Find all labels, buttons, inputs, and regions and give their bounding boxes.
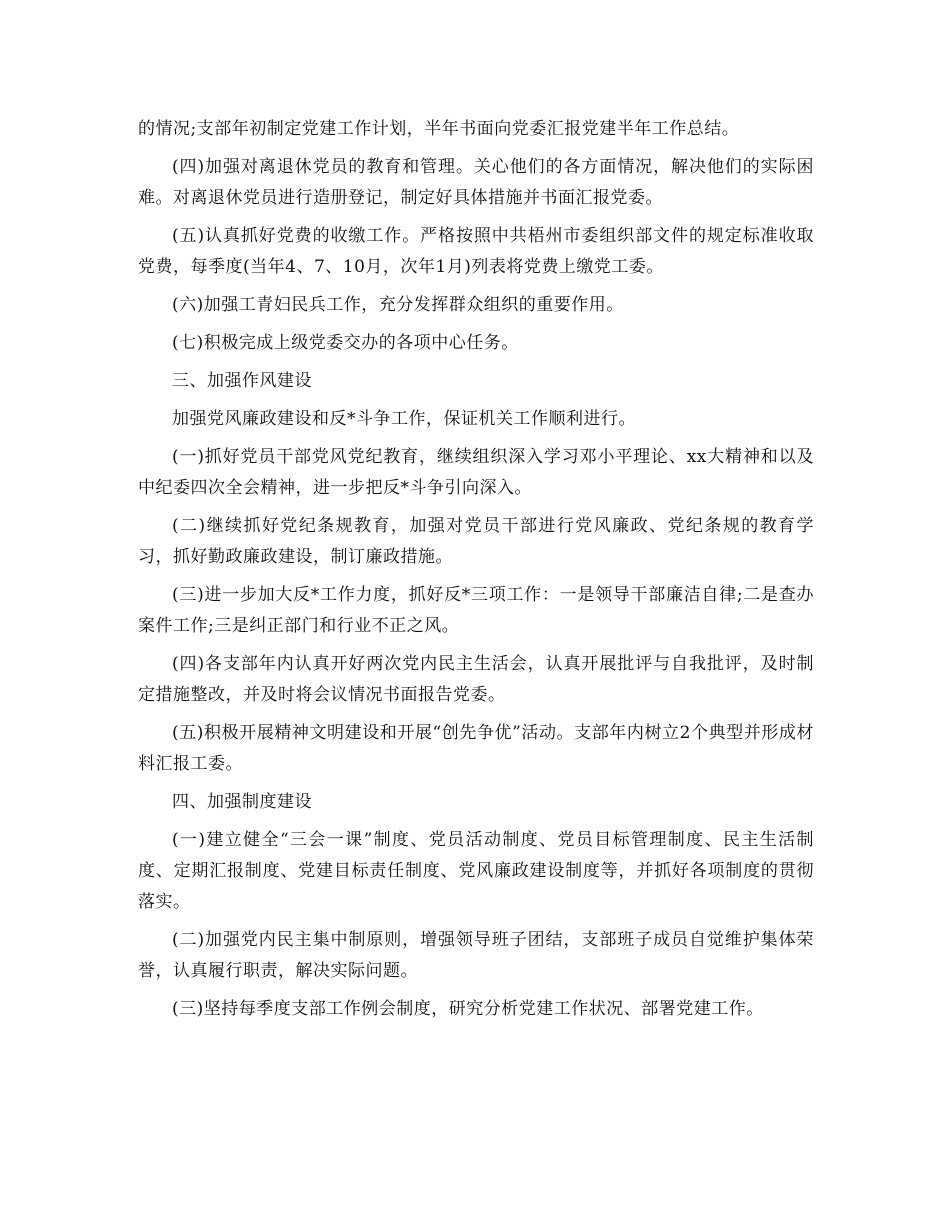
document-body [138,114,814,1032]
paragraph-continuation: 的情况;支部年初制定党建工作计划，半年书面向党委汇报党建半年工作总结。 [138,119,740,139]
paragraph-democratic-life-meetings: (四)各支部年内认真开好两次党内民主生活会，认真开展批评与自我批评，及时制定措施整改，并及时将会议情况书面报告党委。 [138,654,814,705]
paragraph-civilization-building: (五)积极开展精神文明建设和开展“创先争优”活动。支部年内树立2个典型并形成材料汇报工委。 [138,723,814,774]
section-heading-work-style: 三、加强作风建设 [172,371,312,391]
paragraph-establish-systems: (一)建立健全“三会一课”制度、党员活动制度、党员目标管理制度、民主生活制度、定期汇报制度、党建目标责任制度、党风廉政建设制度等，并抓好各项制度的贯彻落实。 [138,830,814,912]
paragraph-mass-organizations: (六)加强工青妇民兵工作，充分发挥群众组织的重要作用。 [172,295,624,315]
section-heading-institutions: 四、加强制度建设 [172,792,312,812]
paragraph-retiree-management: (四)加强对离退休党员的教育和管理。关心他们的各方面情况，解决他们的实际困难。对离退休党员进行造册登记，制定好具体措施并书面汇报党委。 [138,157,814,208]
paragraph-democratic-centralism: (二)加强党内民主集中制原则，增强领导班子团结，支部班子成员自觉维护集体荣誉，认真履行职责，解决实际问题。 [138,930,814,981]
paragraph-anti-corruption-intro: 加强党风廉政建设和反*斗争工作，保证机关工作顺利进行。 [172,409,636,429]
paragraph-central-tasks: (七)积极完成上级党委交办的各项中心任务。 [172,333,519,353]
paragraph-anti-corruption-work: (三)进一步加大反*工作力度，抓好反*三项工作：一是领导干部廉洁自律;二是查办案件工作;三是纠正部门和行业不正之风。 [138,585,814,636]
paragraph-party-dues: (五)认真抓好党费的收缴工作。严格按照中共梧州市委组织部文件的规定标准收取党费，每季度(当年4、7、10月，次年1月)列表将党费上缴党工委。 [138,226,814,277]
paragraph-quarterly-meetings: (三)坚持每季度支部工作例会制度，研究分析党建工作状况、部署党建工作。 [172,999,764,1019]
paragraph-rules-education: (二)继续抓好党纪条规教育，加强对党员干部进行党风廉政、党纪条规的教育学习，抓好勤政廉政建设，制订廉政措施。 [138,516,814,567]
paragraph-discipline-education: (一)抓好党员干部党风党纪教育，继续组织深入学习邓小平理论、xx大精神和以及中纪委四次全会精神，进一步把反*斗争引向深入。 [138,447,814,498]
